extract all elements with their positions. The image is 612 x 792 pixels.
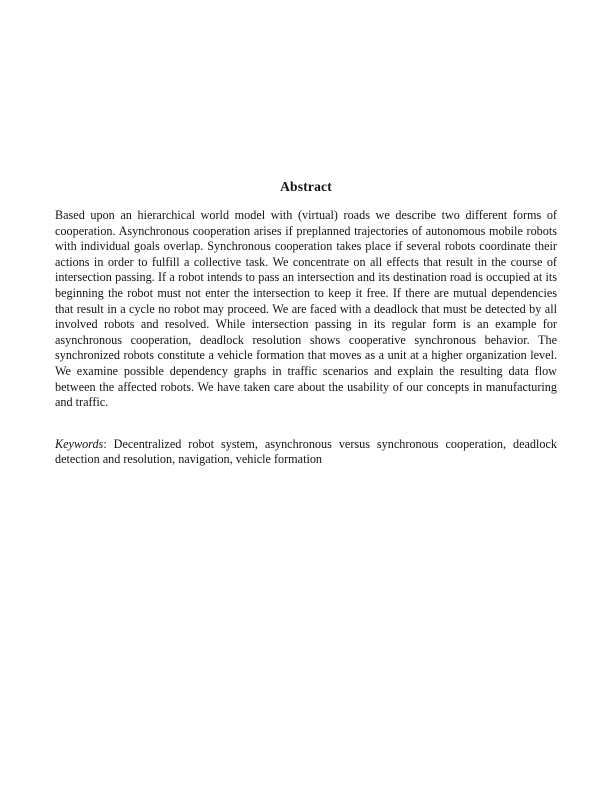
abstract-section (55, 179, 557, 468)
keywords-separator: : (103, 436, 114, 451)
keywords-text: Decentralized robot system, asynchronous versus synchronous cooperation, deadlock detection and resolution, navigation, vehicle formation (55, 436, 558, 467)
abstract-heading: Abstract (280, 179, 332, 194)
keywords-label: Keywords (55, 436, 104, 451)
keywords-paragraph (55, 437, 557, 468)
abstract-body-text: Based upon an hierarchical world model with (virtual) roads we describe two different forms of cooperation. Asynchronous cooperation arises if preplanned trajectories of autonomous mobile robots with individual goals overlap. Synchronous cooperation takes place if several robots coordinate their actions in order to fulfill a collective task. We concentrate on all effects that result in the course of intersection passing. If a robot intends to pass an intersection and its destination road is occupied at its beginning the robot must not enter the intersection to keep it free. If there are mutual dependencies that result in a cycle no robot may proceed. We are faced with a deadlock that must be detected by all involved robots and resolved. While intersection passing in its regular form is an example for asynchronous cooperation, deadlock resolution shows cooperative synchronous behavior. The synchronized robots constitute a vehicle formation that moves as a unit at a higher organization level. We examine possible dependency graphs in traffic scenarios and explain the resulting data flow between the affected robots. We have taken care about the usability of our concepts in manufacturing and traffic. (55, 208, 557, 410)
